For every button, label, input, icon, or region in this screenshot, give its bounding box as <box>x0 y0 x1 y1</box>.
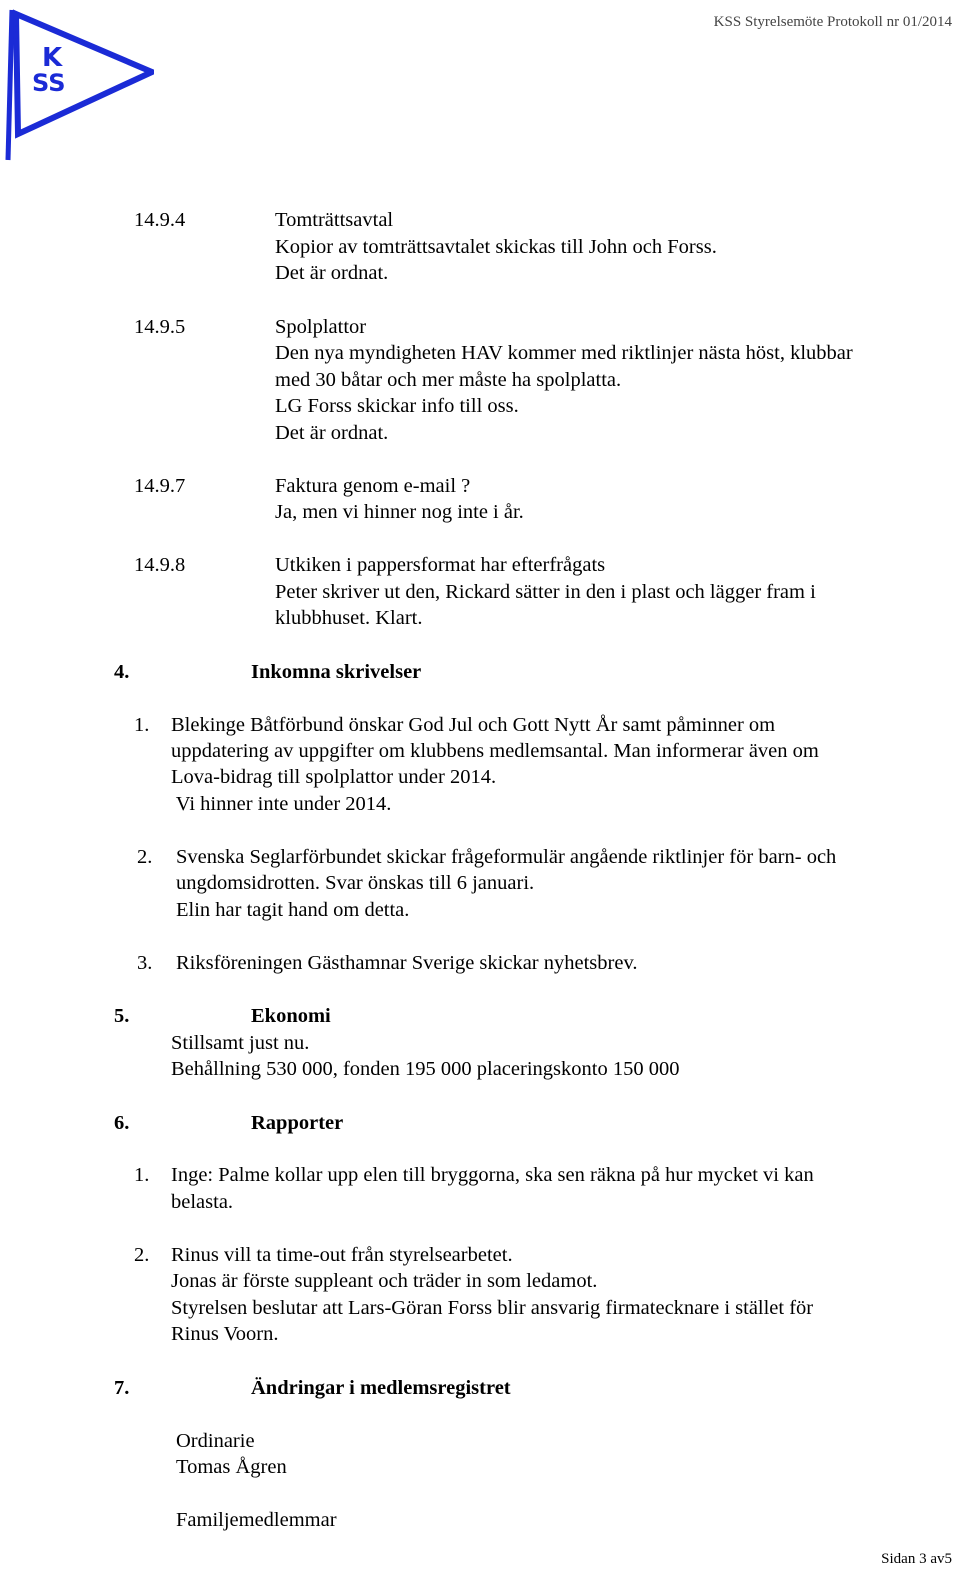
item-line: Peter skriver ut den, Rickard sätter in den i plast och lägger fram i <box>275 581 816 603</box>
item-line: Ja, men vi hinner nog inte i år. <box>275 501 524 523</box>
item-number: 14.9.7 <box>134 475 186 497</box>
logo-text-ss: SS <box>32 69 66 97</box>
list-number: 1. <box>134 714 150 736</box>
section-title: Ändringar i medlemsregistret <box>251 1377 511 1399</box>
document-header: KSS Styrelsemöte Protokoll nr 01/2014 <box>713 14 952 30</box>
item-number: 14.9.8 <box>134 554 186 576</box>
ordinarie-name: Tomas Ågren <box>176 1456 287 1478</box>
section-number: 4. <box>114 661 130 683</box>
list-line: Elin har tagit hand om detta. <box>176 899 410 921</box>
item-line: Det är ordnat. <box>275 262 389 284</box>
ekonomi-line: Behållning 530 000, fonden 195 000 placeringskonto 150 000 <box>171 1058 680 1080</box>
item-line: LG Forss skickar info till oss. <box>275 395 519 417</box>
item-line: med 30 båtar och mer måste ha spolplatta. <box>275 369 622 391</box>
section-number: 6. <box>114 1112 130 1134</box>
list-line: Styrelsen beslutar att Lars-Göran Forss blir ansvarig firmatecknare i stället för <box>171 1297 814 1319</box>
item-line: klubbhuset. Klart. <box>275 607 423 629</box>
section-number: 7. <box>114 1377 130 1399</box>
list-number: 1. <box>134 1164 150 1186</box>
item-line: Spolplattor <box>275 316 367 338</box>
list-line: Riksföreningen Gästhamnar Sverige skickar nyhetsbrev. <box>176 952 638 974</box>
item-line: Tomträttsavtal <box>275 209 394 231</box>
list-line: Rinus vill ta time-out från styrelsearbetet. <box>171 1244 513 1266</box>
section-number: 5. <box>114 1005 130 1027</box>
item-number: 14.9.4 <box>134 209 186 231</box>
familj-label: Familjemedlemmar <box>176 1509 337 1531</box>
item-line: Kopior av tomträttsavtalet skickas till John och Forss. <box>275 236 717 258</box>
logo-text-k: K <box>42 43 63 73</box>
item-line: Utkiken i pappersformat har efterfrågats <box>275 554 606 576</box>
list-line: ungdomsidrotten. Svar önskas till 6 januari. <box>176 872 535 894</box>
list-line: Inge: Palme kollar upp elen till bryggorna, ska sen räkna på hur mycket vi kan <box>171 1164 814 1186</box>
item-line: Den nya myndigheten HAV kommer med riktlinjer nästa höst, klubbar <box>275 342 853 364</box>
item-number: 14.9.5 <box>134 316 186 338</box>
section-title: Ekonomi <box>251 1005 331 1027</box>
kss-pennant-flag-icon <box>2 6 154 162</box>
list-line: Jonas är förste suppleant och träder in som ledamot. <box>171 1270 598 1292</box>
page-footer: Sidan 3 av5 <box>881 1551 952 1567</box>
list-number: 3. <box>137 952 153 974</box>
section-title: Inkomna skrivelser <box>251 661 422 683</box>
list-line: Svenska Seglarförbundet skickar frågeformulär angående riktlinjer för barn- och <box>176 846 837 868</box>
list-line: Lova-bidrag till spolplattor under 2014. <box>171 766 497 788</box>
list-line: belasta. <box>171 1191 234 1213</box>
ordinarie-label: Ordinarie <box>176 1430 255 1452</box>
ekonomi-line: Stillsamt just nu. <box>171 1032 310 1054</box>
list-line: Rinus Voorn. <box>171 1323 279 1345</box>
item-line: Det är ordnat. <box>275 422 389 444</box>
section-title: Rapporter <box>251 1112 344 1134</box>
list-line: uppdatering av uppgifter om klubbens medlemsantal. Man informerar även om <box>171 740 819 762</box>
list-number: 2. <box>137 846 153 868</box>
list-line: Vi hinner inte under 2014. <box>171 793 392 815</box>
list-line: Blekinge Båtförbund önskar God Jul och Gott Nytt År samt påminner om <box>171 714 776 736</box>
item-line: Faktura genom e-mail ? <box>275 475 471 497</box>
list-number: 2. <box>134 1244 150 1266</box>
